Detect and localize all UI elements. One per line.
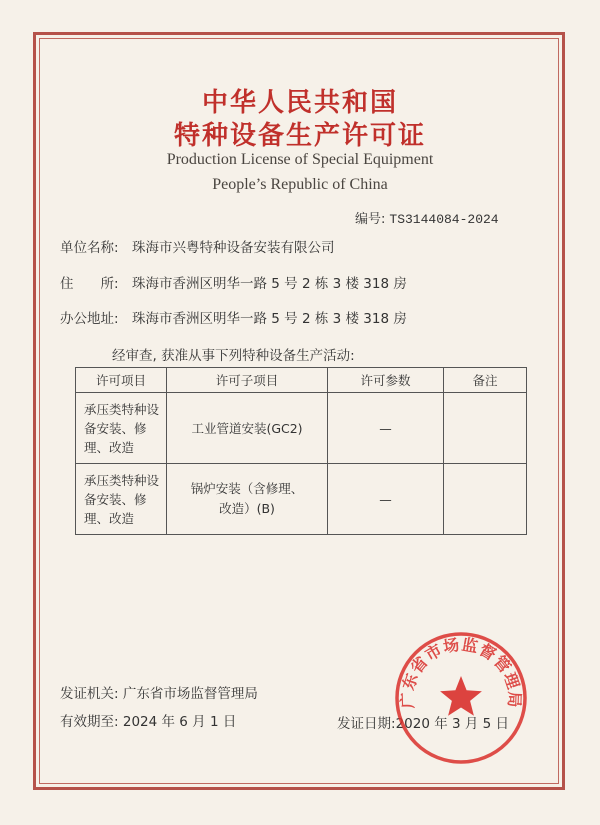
unit-name-label: 单位名称:	[60, 240, 119, 256]
row-item: 承压类特种设备安装、修理、改造	[76, 393, 167, 464]
table-row	[76, 464, 527, 535]
table-header-row	[76, 368, 527, 393]
row-item: 承压类特种设备安装、修理、改造	[76, 464, 167, 535]
serial-number	[355, 208, 499, 227]
issuing-authority	[60, 682, 258, 702]
table-row	[76, 393, 527, 464]
row-sub-item: 锅炉安装（含修理、改造）(B)	[167, 464, 328, 535]
office-value: 珠海市香洲区明华一路 5 号 2 栋 3 楼 318 房	[132, 311, 407, 327]
serial-label: 编号:	[355, 212, 386, 227]
header-remarks: 备注	[444, 368, 527, 393]
valid-until-value: 2024 年 6 月 1 日	[122, 714, 237, 730]
seal-text: 广东省市场监督管理局	[397, 634, 525, 709]
issue-date-value: 2020 年 3 月 5 日	[395, 716, 510, 732]
license-table	[75, 367, 527, 535]
approval-statement: 经审查, 获准从事下列特种设备生产活动:	[112, 348, 355, 364]
row-params: —	[328, 393, 444, 464]
header-item: 许可项目	[76, 368, 167, 393]
unit-name-value: 珠海市兴粤特种设备安装有限公司	[132, 240, 335, 256]
title-en-line1: Production License of Special Equipment	[166, 151, 434, 168]
title-cn-line1: 中华人民共和国	[201, 88, 398, 118]
address-label: 住 所:	[60, 276, 119, 292]
issue-date-label: 发证日期:	[337, 716, 396, 732]
row-remarks	[444, 464, 527, 535]
title-cn-line2: 特种设备生产许可证	[173, 121, 426, 151]
row-sub-item: 工业管道安装(GC2)	[167, 393, 328, 464]
valid-until-label: 有效期至:	[60, 714, 119, 730]
row-params: —	[328, 464, 444, 535]
official-seal	[393, 630, 529, 766]
address-value: 珠海市香洲区明华一路 5 号 2 栋 3 楼 318 房	[132, 276, 407, 292]
star-icon	[440, 676, 482, 716]
address-row	[60, 272, 407, 292]
office-label: 办公地址:	[60, 311, 119, 327]
valid-until	[60, 710, 236, 730]
office-row	[60, 307, 407, 327]
serial-value: TS3144084-2024	[389, 212, 499, 227]
row-remarks	[444, 393, 527, 464]
issuer-label: 发证机关:	[60, 686, 119, 702]
header-params: 许可参数	[328, 368, 444, 393]
title-en-line2: People’s Republic of China	[212, 176, 388, 193]
unit-name-row	[60, 236, 335, 256]
header-sub-item: 许可子项目	[167, 368, 328, 393]
issuer-value: 广东省市场监督管理局	[122, 686, 258, 702]
